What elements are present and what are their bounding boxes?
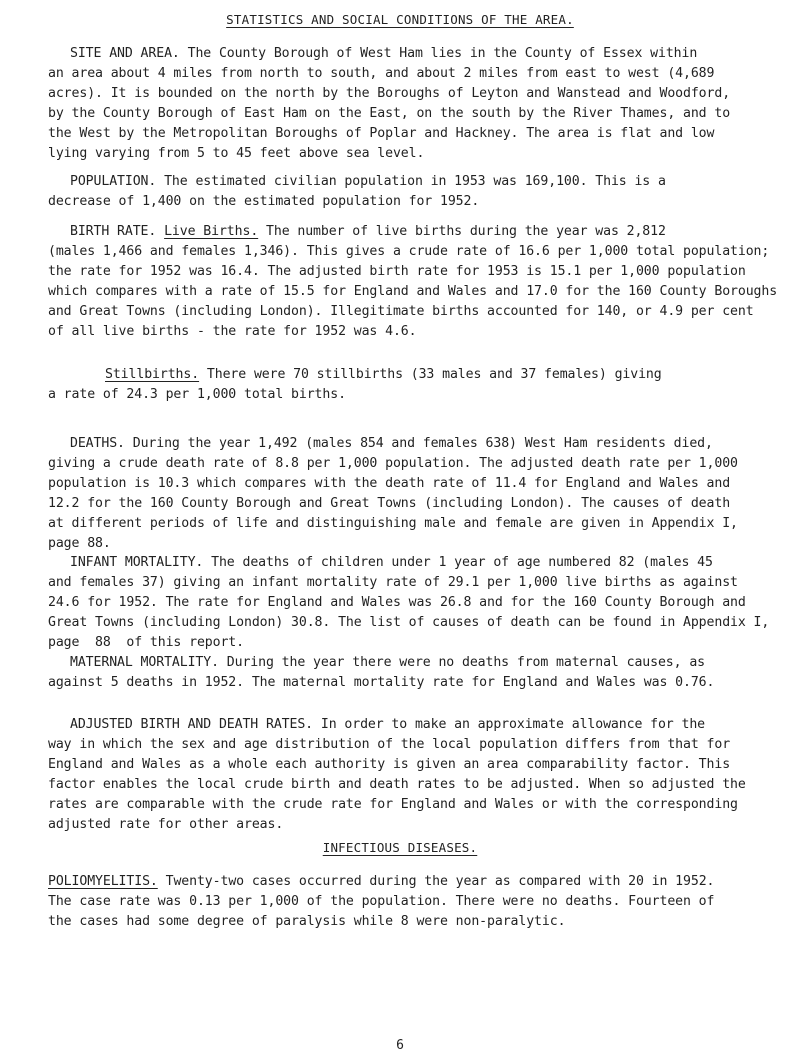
maternal-mortality-line-0: During the year there were no deaths from maternal causes, as: [218, 655, 706, 670]
deaths-line-4: at different periods of life and distinguishing male and female are given in Appendix I,: [48, 516, 738, 531]
adjusted-rates-line-3: factor enables the local crude birth and death rates to be adjusted. When so adjusted the: [48, 777, 746, 792]
page-title-text: STATISTICS AND SOCIAL CONDITIONS OF THE AREA.: [226, 12, 574, 27]
site-and-area-section: [48, 44, 790, 64]
site-line-0: The County Borough of West Ham lies in the County of Essex within: [179, 46, 698, 61]
infant-mortality-line-4: page 88 of this report.: [48, 635, 244, 650]
birth-rate-line-5: of all live births - the rate for 1952 was 4.6.: [48, 324, 417, 339]
maternal-mortality-body: [48, 673, 768, 693]
stillbirths-section: [105, 365, 785, 385]
birth-rate-line-1: (males 1,466 and females 1,346). This gives a crude rate of 16.6 per 1,000 total population;: [48, 244, 770, 259]
site-line-3: by the County Borough of East Ham on the East, on the south by the River Thames, and to: [48, 106, 731, 121]
population-body: [48, 192, 768, 212]
stillbirths-body: [48, 385, 768, 405]
adjusted-rates-heading: ADJUSTED BIRTH AND DEATH RATES.: [70, 717, 314, 732]
adjusted-rates-line-0: In order to make an approximate allowance for the: [313, 717, 706, 732]
infant-mortality-line-0: The deaths of children under 1 year of age numbered 82 (males 45: [203, 555, 713, 570]
infant-mortality-line-3: Great Towns (including London) 30.8. The list of causes of death can be found in Appendix I,: [48, 615, 770, 630]
infant-mortality-line-1: and females 37) giving an infant mortality rate of 29.1 per 1,000 live births as against: [48, 575, 738, 590]
polio-line-0: Twenty-two cases occurred during the year as compared with 20 in 1952.: [157, 874, 715, 889]
site-line-4: the West by the Metropolitan Boroughs of Poplar and Hackney. The area is flat and low: [48, 126, 715, 141]
site-line-1: an area about 4 miles from north to south, and about 2 miles from east to west (4,689: [48, 66, 715, 81]
adjusted-rates-line-4: rates are comparable with the crude rate for England and Wales or with the corresponding: [48, 797, 738, 812]
poliomyelitis-heading: POLIOMYELITIS.: [48, 874, 158, 889]
deaths-body: [48, 454, 768, 554]
deaths-line-0: During the year 1,492 (males 854 and females 638) West Ham residents died,: [124, 436, 713, 451]
infant-mortality-section: [48, 553, 790, 573]
infant-mortality-heading: INFANT MORTALITY.: [70, 555, 204, 570]
live-births-heading: Live Births.: [164, 224, 259, 239]
birth-rate-line-2: the rate for 1952 was 16.4. The adjusted birth rate for 1953 is 15.1 per 1,000 population: [48, 264, 746, 279]
adjusted-rates-line-1: way in which the sex and age distribution of the local population differs from that for: [48, 737, 731, 752]
population-line-0: The estimated civilian population in 1953 was 169,100. This is a: [156, 174, 666, 189]
adjusted-rates-line-2: England and Wales as a whole each authority is given an area comparability factor. This: [48, 757, 731, 772]
birth-rate-body: [48, 242, 778, 342]
infant-mortality-line-2: 24.6 for 1952. The rate for England and Wales was 26.8 and for the 160 County Borough and: [48, 595, 746, 610]
infectious-diseases-title-text: INFECTIOUS DISEASES.: [322, 840, 478, 855]
infectious-diseases-title: [0, 840, 800, 855]
adjusted-rates-line-5: adjusted rate for other areas.: [48, 817, 284, 832]
poliomyelitis-section: [48, 872, 768, 932]
adjusted-rates-section: [48, 715, 790, 735]
deaths-section: [48, 434, 790, 454]
population-line-1: decrease of 1,400 on the estimated population for 1952.: [48, 194, 480, 209]
page-title: [0, 12, 800, 27]
birth-rate-line-4: and Great Towns (including London). Illegitimate births accounted for 140, or 4.9 per cent: [48, 304, 754, 319]
birth-rate-heading: BIRTH RATE.: [70, 224, 157, 239]
adjusted-rates-body: [48, 735, 768, 835]
birth-rate-line-0: The number of live births during the year was 2,812: [258, 224, 666, 239]
maternal-mortality-section: [48, 653, 790, 673]
infant-mortality-body: [48, 573, 768, 653]
site-and-area-body: [48, 64, 768, 164]
page-number: 6: [396, 1038, 404, 1053]
deaths-heading: DEATHS.: [70, 436, 125, 451]
population-heading: POPULATION.: [70, 174, 157, 189]
maternal-mortality-heading: MATERNAL MORTALITY.: [70, 655, 219, 670]
population-section: [48, 172, 790, 192]
stillbirths-heading: Stillbirths.: [105, 367, 200, 382]
birth-rate-section: [48, 222, 790, 242]
deaths-line-3: 12.2 for the 160 County Borough and Great Towns (including London). The causes of death: [48, 496, 731, 511]
birth-rate-line-3: which compares with a rate of 15.5 for England and Wales and 17.0 for the 160 County Boroughs: [48, 284, 778, 299]
deaths-line-2: population is 10.3 which compares with the death rate of 11.4 for England and Wales and: [48, 476, 731, 491]
site-line-2: acres). It is bounded on the north by the Boroughs of Leyton and Wanstead and Woodford,: [48, 86, 731, 101]
site-heading: SITE AND AREA.: [70, 46, 180, 61]
polio-line-2: the cases had some degree of paralysis while 8 were non-paralytic.: [48, 914, 566, 929]
deaths-line-5: page 88.: [48, 536, 111, 551]
maternal-mortality-line-1: against 5 deaths in 1952. The maternal mortality rate for England and Wales was 0.76.: [48, 675, 715, 690]
polio-line-1: The case rate was 0.13 per 1,000 of the population. There were no deaths. Fourteen of: [48, 894, 715, 909]
deaths-line-1: giving a crude death rate of 8.8 per 1,000 population. The adjusted death rate per 1,000: [48, 456, 738, 471]
stillbirths-line-0: There were 70 stillbirths (33 males and 37 females) giving: [199, 367, 662, 382]
site-line-5: lying varying from 5 to 45 feet above sea level.: [48, 146, 425, 161]
stillbirths-line-1: a rate of 24.3 per 1,000 total births.: [48, 387, 346, 402]
